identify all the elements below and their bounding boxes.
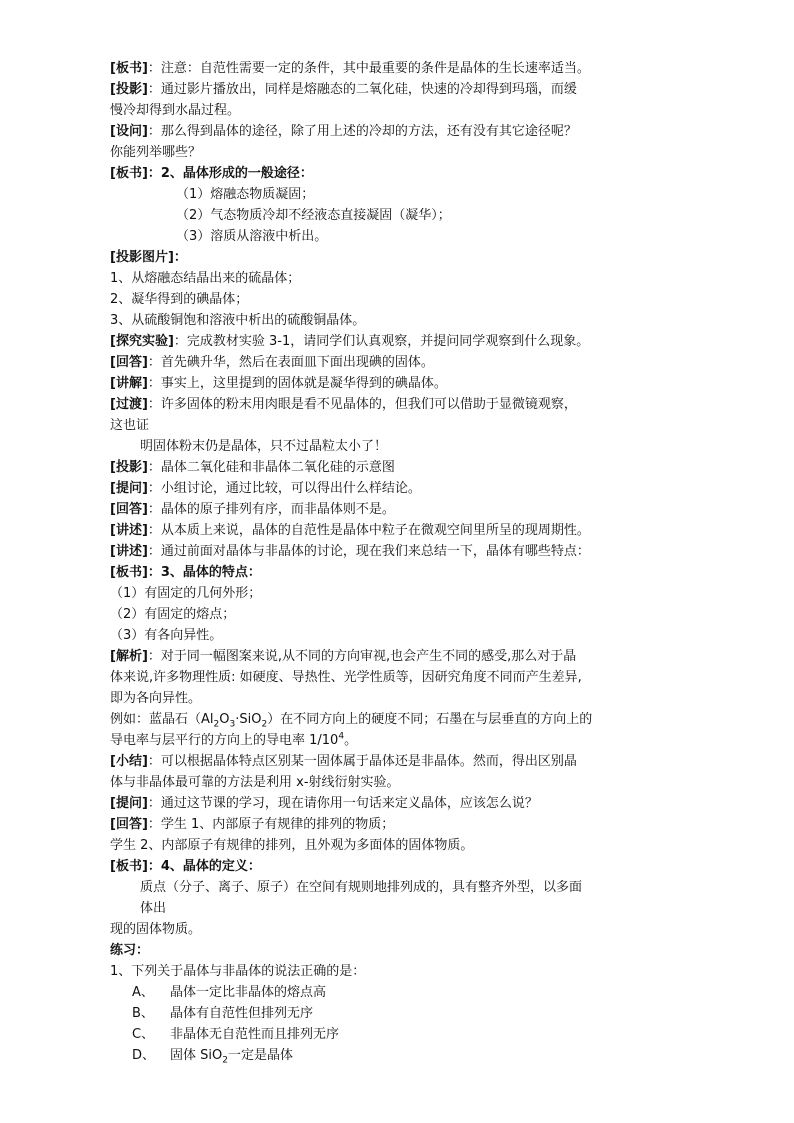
- line-text: ：可以根据晶体特点区别某一固体属于晶体还是非晶体。然而，得出区别晶: [147, 754, 577, 769]
- line-text: ：注意：自范性需要一定的条件，其中最重要的条件是晶体的生长速率适当。: [147, 61, 590, 76]
- line-text: （3）有各向异性。: [110, 628, 223, 643]
- text-line: [110, 79, 700, 100]
- option-letter: C、: [132, 1027, 155, 1042]
- lesson-content: [110, 58, 700, 1066]
- line-text: ：首先碘升华，然后在表面皿下面出现碘的固体。: [147, 355, 434, 370]
- line-text: 2、凝华得到的碘晶体；: [110, 292, 249, 307]
- line-text: ：学生 1、内部原子有规律的排列的物质；: [147, 817, 395, 832]
- text-line: [110, 646, 700, 667]
- text-line: [110, 415, 700, 436]
- line-text: 体出: [140, 901, 167, 916]
- heading-line: [110, 856, 700, 877]
- line-text: 这也证: [110, 418, 150, 433]
- section-tag: [回答]: [110, 817, 148, 832]
- section-tag: [讲述]: [110, 523, 148, 538]
- text-line: [110, 394, 700, 415]
- text-line: [110, 373, 700, 394]
- line-text: 导电率与层平行的方向上的导电率 1/10: [110, 733, 339, 748]
- formula-line: [110, 709, 700, 730]
- section-tag: [提问]: [110, 796, 148, 811]
- line-text: ：事实上，这里提到的固体就是凝华得到的碘晶体。: [147, 376, 447, 391]
- section-tag: [解析]: [110, 649, 148, 664]
- text-line: [110, 688, 700, 709]
- heading-line: [110, 247, 700, 268]
- line-text: 你能列举哪些？: [110, 145, 202, 160]
- line-text: O: [219, 712, 230, 727]
- line-text: 1、下列关于晶体与非晶体的说法正确的是：: [110, 964, 366, 979]
- text-line: [110, 835, 700, 856]
- line-text: ：晶体的原子排列有序，而非晶体则不是。: [147, 502, 395, 517]
- text-line: [110, 604, 700, 625]
- section-tag: [板书]: [110, 859, 148, 874]
- text-line: [110, 352, 700, 373]
- line-text: ：4、晶体的定义：: [147, 859, 261, 874]
- section-tag: [板书]: [110, 61, 148, 76]
- text-line: [110, 667, 700, 688]
- option-text: 晶体有自范性但排列无序: [170, 1006, 314, 1021]
- line-text: ：: [173, 250, 187, 265]
- line-text: ·SiO: [235, 712, 262, 727]
- option-text: 晶体一定比非晶体的熔点高: [170, 985, 327, 1000]
- text-line: [110, 142, 700, 163]
- text-line: [110, 898, 700, 919]
- text-line: [110, 520, 700, 541]
- section-tag: [设问]: [110, 124, 148, 139]
- text-line: [110, 772, 700, 793]
- option-letter: A、: [132, 985, 154, 1000]
- line-text: （1）有固定的几何外形；: [110, 586, 262, 601]
- option-c: [110, 1024, 700, 1045]
- line-text: ：那么得到晶体的途径，除了用上述的冷却的方法，还有没有其它途径呢？: [147, 124, 577, 139]
- line-text: 慢冷却得到水晶过程。: [110, 103, 241, 118]
- text-line: [110, 184, 700, 205]
- text-line: [110, 205, 700, 226]
- line-text: ：许多固体的粉末用肉眼是看不见晶体的，但我们可以借助于显微镜观察，: [147, 397, 577, 412]
- line-text: （3）溶质从溶液中析出。: [176, 229, 328, 244]
- text-line: [110, 583, 700, 604]
- option-letter: D、: [132, 1048, 156, 1063]
- section-tag: [讲解]: [110, 376, 148, 391]
- option-d: [110, 1045, 700, 1066]
- section-tag: [提问]: [110, 481, 148, 496]
- line-text: 例如：蓝晶石（Al: [110, 712, 214, 727]
- section-tag: [投影图片]: [110, 250, 174, 265]
- line-text: 体来说,许多物理性质: 如硬度、导热性、光学性质等，因研究角度不同而产生差异,: [110, 670, 582, 685]
- section-tag: [回答]: [110, 502, 148, 517]
- subscript: 2: [213, 719, 220, 730]
- subscript: 2: [222, 1055, 228, 1066]
- text-line: [110, 625, 700, 646]
- text-line: [110, 814, 700, 835]
- text-line: [110, 877, 700, 898]
- option-text: 非晶体无自范性而且排列无序: [170, 1027, 340, 1042]
- subscript: 3: [229, 719, 236, 730]
- subscript: 2: [261, 719, 268, 730]
- section-tag: [讲述]: [110, 544, 148, 559]
- option-a: [110, 982, 700, 1003]
- option-letter: B、: [132, 1006, 154, 1021]
- text-line: [110, 541, 700, 562]
- question-line: [110, 961, 700, 982]
- section-tag: [探究实验]: [110, 334, 174, 349]
- line-text: 学生 2、内部原子有规律的排列，且外观为多面体的固体物质。: [110, 838, 474, 853]
- heading-line: [110, 163, 700, 184]
- text-line: [110, 436, 700, 457]
- option-text: 一定是晶体: [227, 1048, 293, 1063]
- line-text: 练习：: [110, 943, 150, 958]
- section-tag: [板书]: [110, 565, 148, 580]
- line-text: ：完成教材实验 3-1，请同学们认真观察，并提问同学观察到什么现象。: [173, 334, 590, 349]
- line-text: 1、从熔融态结晶出来的硫晶体；: [110, 271, 301, 286]
- line-text: ：对于同一幅图案来说,从不同的方向审视,也会产生不同的感受,那么对于晶: [147, 649, 577, 664]
- line-text: 明固体粉末仍是晶体，只不过晶粒太小了！: [140, 439, 388, 454]
- section-tag: [板书]: [110, 166, 148, 181]
- line-text: （2）气态物质冷却不经液态直接凝固（凝华）；: [176, 208, 451, 223]
- line-text: 体与非晶体最可靠的方法是利用 x-射线衍射实验。: [110, 775, 400, 790]
- section-tag: [投影]: [110, 460, 148, 475]
- line-text: ：晶体二氧化硅和非晶体二氧化硅的示意图: [147, 460, 395, 475]
- exercise-heading: [110, 940, 700, 961]
- section-tag: [投影]: [110, 82, 148, 97]
- line-text: ）在不同方向上的硬度不同；石墨在与层垂直的方向上的: [267, 712, 593, 727]
- line-text: 现的固体物质。: [110, 922, 202, 937]
- text-line: [110, 289, 700, 310]
- line-text: ：通过前面对晶体与非晶体的讨论，现在我们来总结一下，晶体有哪些特点：: [147, 544, 590, 559]
- line-text: ：小组讨论，通过比较，可以得出什么样结论。: [147, 481, 421, 496]
- text-line: [110, 268, 700, 289]
- superscript: 4: [338, 731, 345, 742]
- line-text: （1）熔融态物质凝固；: [176, 187, 315, 202]
- line-text: 质点（分子、离子、原子）在空间有规则地排列成的，具有整齐外型，以多面: [140, 880, 583, 895]
- line-text: ：2、晶体形成的一般途径：: [147, 166, 313, 181]
- line-text: ：从本质上来说，晶体的自范性是晶体中粒子在微观空间里所呈的现周期性。: [147, 523, 590, 538]
- line-text: ：通过影片播放出，同样是熔融态的二氧化硅，快速的冷却得到玛瑙，而缓: [147, 82, 577, 97]
- text-line: [110, 478, 700, 499]
- text-line: [110, 499, 700, 520]
- text-line: [110, 331, 700, 352]
- line-text: （2）有固定的熔点；: [110, 607, 236, 622]
- line-text: 。: [344, 733, 358, 748]
- text-line: [110, 793, 700, 814]
- text-line: [110, 751, 700, 772]
- text-line: [110, 457, 700, 478]
- line-text: 即为各向异性。: [110, 691, 202, 706]
- text-line: [110, 919, 700, 940]
- section-tag: [过渡]: [110, 397, 148, 412]
- option-b: [110, 1003, 700, 1024]
- line-text: 3、从硫酸铜饱和溶液中析出的硫酸铜晶体。: [110, 313, 366, 328]
- line-text: ：通过这节课的学习，现在请你用一句话来定义晶体，应该怎么说？: [147, 796, 538, 811]
- line-text: ：3、晶体的特点：: [147, 565, 261, 580]
- text-line: [110, 100, 700, 121]
- section-tag: [小结]: [110, 754, 148, 769]
- formula-line: [110, 730, 700, 751]
- text-line: [110, 310, 700, 331]
- option-text: 固体 SiO: [170, 1048, 223, 1063]
- text-line: [110, 121, 700, 142]
- section-tag: [回答]: [110, 355, 148, 370]
- text-line: [110, 226, 700, 247]
- heading-line: [110, 562, 700, 583]
- text-line: [110, 58, 700, 79]
